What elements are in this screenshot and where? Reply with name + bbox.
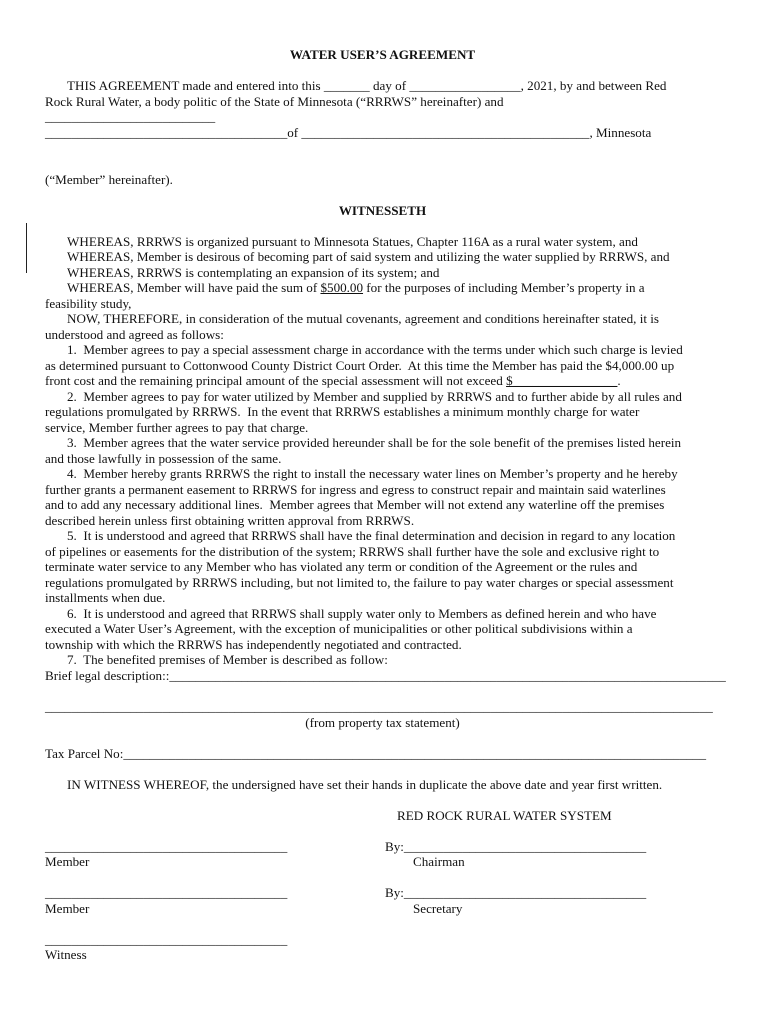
clause-1-line-1: 1. Member agrees to pay a special assessment charge in accordance with the terms under which such charge is levied [67,342,683,357]
intro-line-4: _____________________________________of ____________________________________________, Minnesota [45,125,652,140]
witness-clause: IN WITNESS WHEREOF, the undersigned have set their hands in duplicate the above date and year first written. [67,777,663,792]
organization-name: RED ROCK RURAL WATER SYSTEM [397,808,612,823]
clause-4-line-2: further grants a permanent easement to RRRWS for ingress and egress to construct repair and maintain said waterlines [45,482,666,497]
revision-bar [26,223,27,273]
clause-2-line-3: service, Member further agrees to pay that charge. [45,420,309,435]
clause-6-line-1: 6. It is understood and agreed that RRRWS shall supply water only to Members as defined herein and who have [67,606,657,621]
whereas-4-before: WHEREAS, Member will have paid the sum of [67,280,321,295]
whereas-4-after: for the purposes of including Member’s property in a [363,280,645,295]
whereas-4 [67,280,645,296]
intro-line-3: __________________________ [45,109,216,124]
brief-legal-description-field[interactable]: Brief legal description::_____________________________________________________________________________________ [45,668,726,683]
clause-5-line-2: of pipelines or easements for the distribution of the system; RRRWS shall further have the sole and exclusive right to [45,544,660,559]
intro-line-5: (“Member” hereinafter). [45,172,173,187]
whereas-2: WHEREAS, Member is desirous of becoming part of said system and utilizing the water supplied by RRRWS, and [67,249,670,264]
clause-3-line-1: 3. Member agrees that the water service provided hereunder shall be for the sole benefit of the premises listed herein [67,435,682,450]
clause-1-line-3 [45,373,621,389]
legal-description-line-2[interactable]: ______________________________________________________________________________________________________ [45,699,713,714]
intro-line-1: THIS AGREEMENT made and entered into this _______ day of _________________, 2021, by and between Red [67,78,667,93]
clause-4-line-3: and to add any necessary additional lines. Member agrees that Member will not extend any waterline off the premises [45,497,665,512]
clause-1-line-2: as determined pursuant to Cottonwood County District Court Order. At this time the Member has paid the $4,000.00 up [45,358,675,373]
clause-1-line-3-before: front cost and the remaining principal amount of the special assessment will not exceed [45,373,507,388]
now-therefore-2: understood and agreed as follows: [45,327,224,342]
property-tax-note: (from property tax statement) [305,715,460,730]
clause-6-line-2: executed a Water User’s Agreement, with the exception of municipalities or other political subdivisions within a [45,621,633,636]
member-2-label: Member [45,901,90,916]
clause-4-line-4: described herein unless first obtaining written approval from RRRWS. [45,513,415,528]
clause-4-line-1: 4. Member hereby grants RRRWS the right to install the necessary water lines on Member’s property and he hereby [67,466,678,481]
clause-5-line-4: regulations promulgated by RRRWS including, but not limited to, the failure to pay water charges or special assessment [45,575,674,590]
clause-5-line-5: installments when due. [45,590,166,605]
clause-3-line-2: and those lawfully in possession of the same. [45,451,282,466]
clause-2-line-1: 2. Member agrees to pay for water utilized by Member and supplied by RRRWS and to further abide by all rules and [67,389,682,404]
clause-2-line-2: regulations promulgated by RRRWS. In the event that RRRWS establishes a minimum monthly charge for water [45,404,640,419]
chairman-signature-line[interactable]: By:_____________________________________ [385,839,647,854]
whereas-3: WHEREAS, RRRWS is contemplating an expansion of its system; and [67,265,440,280]
chairman-label: Chairman [413,854,465,869]
witnesseth-heading: WITNESSETH [338,203,427,218]
clause-1-line-3-after: . [617,373,621,388]
document-title: WATER USER’S AGREEMENT [289,47,476,62]
clause-7-line-1: 7. The benefited premises of Member is described as follow: [67,652,388,667]
member-1-signature-line[interactable]: _____________________________________ [45,839,288,854]
whereas-1: WHEREAS, RRRWS is organized pursuant to Minnesota Statues, Chapter 116A as a rural water system, and [67,234,638,249]
tax-parcel-field[interactable]: Tax Parcel No:_________________________________________________________________________________________ [45,746,707,761]
witness-label: Witness [45,947,87,962]
whereas-4-line-2: feasibility study, [45,296,132,311]
now-therefore-1: NOW, THEREFORE, in consideration of the mutual covenants, agreement and conditions hereinafter stated, it is [67,311,659,326]
clause-5-line-1: 5. It is understood and agreed that RRRWS shall have the final determination and decision in regard to any location [67,528,676,543]
fee-amount: $500.00 [320,280,364,295]
clause-5-line-3: terminate water service to any Member who has violated any term or condition of the Agreement or the rules and [45,559,638,574]
clause-6-line-3: township with which the RRRWS has independently negotiated and contracted. [45,637,462,652]
secretary-label: Secretary [413,901,463,916]
intro-line-2: Rock Rural Water, a body politic of the State of Minnesota (“RRRWS” hereinafter) and [45,94,504,109]
witness-signature-line[interactable]: _____________________________________ [45,932,288,947]
secretary-signature-line[interactable]: By:_____________________________________ [385,885,647,900]
member-1-label: Member [45,854,90,869]
assessment-amount-blank: $________________ [506,373,618,388]
member-2-signature-line[interactable]: _____________________________________ [45,885,288,900]
